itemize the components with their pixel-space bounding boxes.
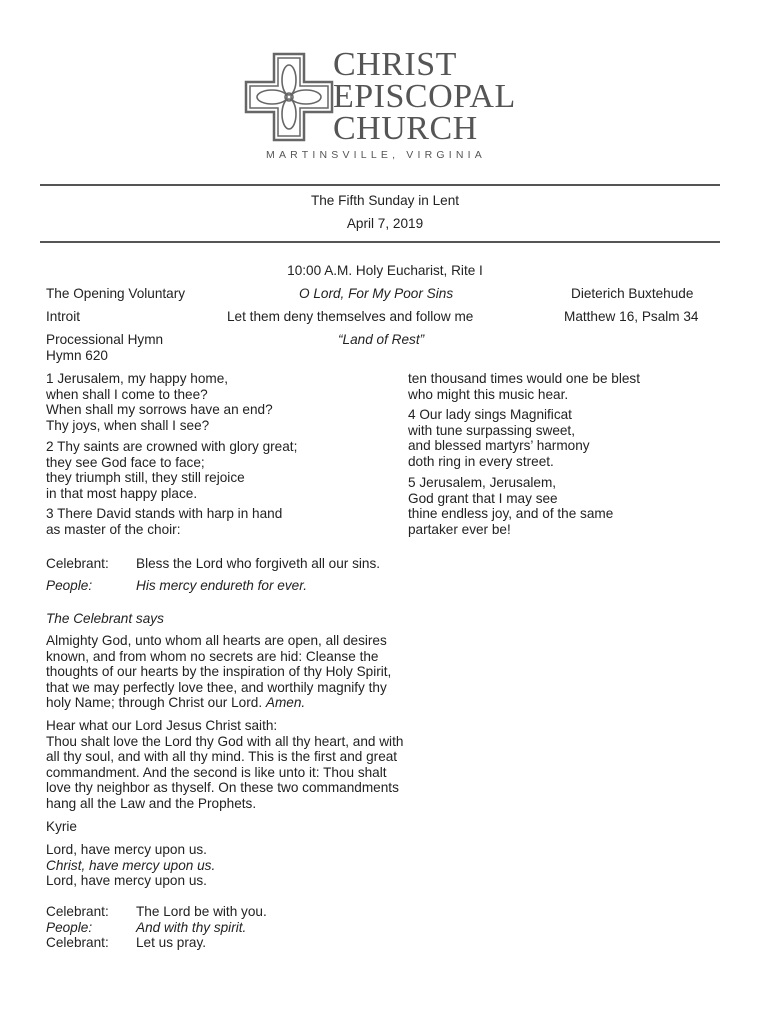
introit-reference: Matthew 16, Psalm 34: [564, 309, 699, 324]
hymn-line: they see God face to face;: [46, 454, 205, 470]
kyrie-line: Lord, have mercy upon us.: [46, 842, 207, 857]
kyrie-line: Christ, have mercy upon us.: [46, 857, 216, 873]
hymn-line: doth ring in every street.: [408, 453, 554, 469]
collect-line: that we may perfectly love thee, and worthily magnify thy: [46, 679, 387, 695]
people-text: His mercy endureth for ever.: [136, 578, 307, 593]
summary-line: Hear what our Lord Jesus Christ saith:: [46, 718, 278, 733]
hymn-line: 5 Jerusalem, Jerusalem,: [408, 475, 557, 490]
collect-line: thoughts of our hearts by the inspiration of thy Holy Spirit,: [46, 664, 392, 680]
collect-last-line: holy Name; through Christ our Lord.: [46, 695, 266, 711]
hymn-line: and blessed martyrs’ harmony: [408, 438, 590, 454]
celebrant-text: Bless the Lord who forgiveth all our sins.: [136, 556, 381, 571]
hymn-line: partaker ever be!: [408, 521, 511, 537]
service-date: April 7, 2019: [346, 216, 424, 231]
hymn-stanza: [408, 475, 613, 537]
collect-line: Almighty God, unto whom all hearts are open, all desires: [46, 633, 387, 648]
salutation-labels: [46, 904, 109, 951]
hymn-line: 2 Thy saints are crowned with glory great;: [46, 439, 298, 454]
hymn-line: ten thousand times would one be blest: [408, 371, 641, 386]
celebrant-label: Celebrant:: [46, 904, 109, 919]
hymn-line: as master of the choir:: [46, 521, 181, 537]
hymn-line: in that most happy place.: [46, 485, 198, 501]
people-label: People:: [46, 578, 93, 593]
hymn-stanza: [408, 371, 640, 402]
summary-of-law: [46, 718, 403, 812]
amen: Amen.: [265, 695, 306, 711]
hymn-stanza: [46, 439, 297, 501]
introit-label: Introit: [46, 309, 80, 324]
collect-rubric: The Celebrant says: [46, 611, 164, 626]
hymn-stanza: [408, 407, 590, 469]
church-name-line: EPISCOPAL: [333, 78, 516, 115]
hymn-line: 3 There David stands with harp in hand: [46, 506, 283, 521]
summary-line: all thy soul, and with all thy mind. This is the first and great: [46, 749, 398, 765]
hymn-stanza: [46, 506, 282, 537]
voluntary-composer: Dieterich Buxtehude: [571, 286, 694, 301]
celebrant-text: Let us pray.: [136, 935, 207, 951]
collect-line: [46, 695, 391, 711]
summary-line: Thou shalt love the Lord thy God with all thy heart, and with: [46, 733, 404, 749]
church-location: MARTINSVILLE, VIRGINIA: [266, 149, 486, 161]
hymn-line: Thy joys, when shall I see?: [46, 417, 210, 433]
hymn-tune: “Land of Rest”: [338, 332, 425, 347]
hymn-line: God grant that I may see: [408, 490, 558, 506]
kyrie-heading: Kyrie: [46, 819, 77, 834]
hymn-line: When shall my sorrows have an end?: [46, 402, 273, 418]
collect-text: [46, 633, 391, 711]
hymn-line: who might this music hear.: [408, 386, 569, 402]
service-title: The Fifth Sunday in Lent: [310, 193, 460, 208]
hymn-line: with tune surpassing sweet,: [408, 422, 575, 438]
celebrant-text: The Lord be with you.: [136, 904, 267, 919]
salutation-texts: [136, 904, 267, 951]
hymn-stanza: [46, 371, 273, 433]
voluntary-label: The Opening Voluntary: [46, 286, 186, 301]
church-name-line: CHURCH: [333, 110, 478, 147]
hymn-label: Processional Hymn: [46, 332, 164, 347]
people-text: And with thy spirit.: [136, 919, 247, 935]
summary-line: commandment. And the second is like unto it: Thou shalt: [46, 764, 387, 780]
hymn-line: thine endless joy, and of the same: [408, 506, 614, 522]
bottom-divider: [40, 241, 720, 243]
hymn-number: Hymn 620: [46, 348, 108, 363]
cross-emblem-icon: [244, 52, 334, 142]
people-label: People:: [46, 919, 93, 935]
hymn-line: 4 Our lady sings Magnificat: [408, 407, 572, 422]
kyrie-text: [46, 842, 215, 889]
hymn-line: they triumph still, they still rejoice: [46, 470, 245, 486]
celebrant-label: Celebrant:: [46, 935, 109, 951]
summary-line: hang all the Law and the Prophets.: [46, 795, 257, 811]
service-time-rite: 10:00 A.M. Holy Eucharist, Rite I: [287, 263, 483, 278]
kyrie-line: Lord, have mercy upon us.: [46, 873, 207, 889]
celebrant-label: Celebrant:: [46, 556, 109, 571]
introit-text: Let them deny themselves and follow me: [227, 309, 474, 324]
hymn-line: when shall I come to thee?: [46, 386, 208, 402]
voluntary-piece: O Lord, For My Poor Sins: [299, 286, 454, 301]
hymn-line: 1 Jerusalem, my happy home,: [46, 371, 229, 386]
summary-line: love thy neighbor as thyself. On these two commandments: [46, 780, 399, 796]
church-name-line: CHRIST: [333, 46, 457, 83]
church-name: [333, 46, 516, 147]
collect-line: known, and from whom no secrets are hid: Cleanse the: [46, 648, 379, 664]
top-divider: [40, 184, 720, 186]
